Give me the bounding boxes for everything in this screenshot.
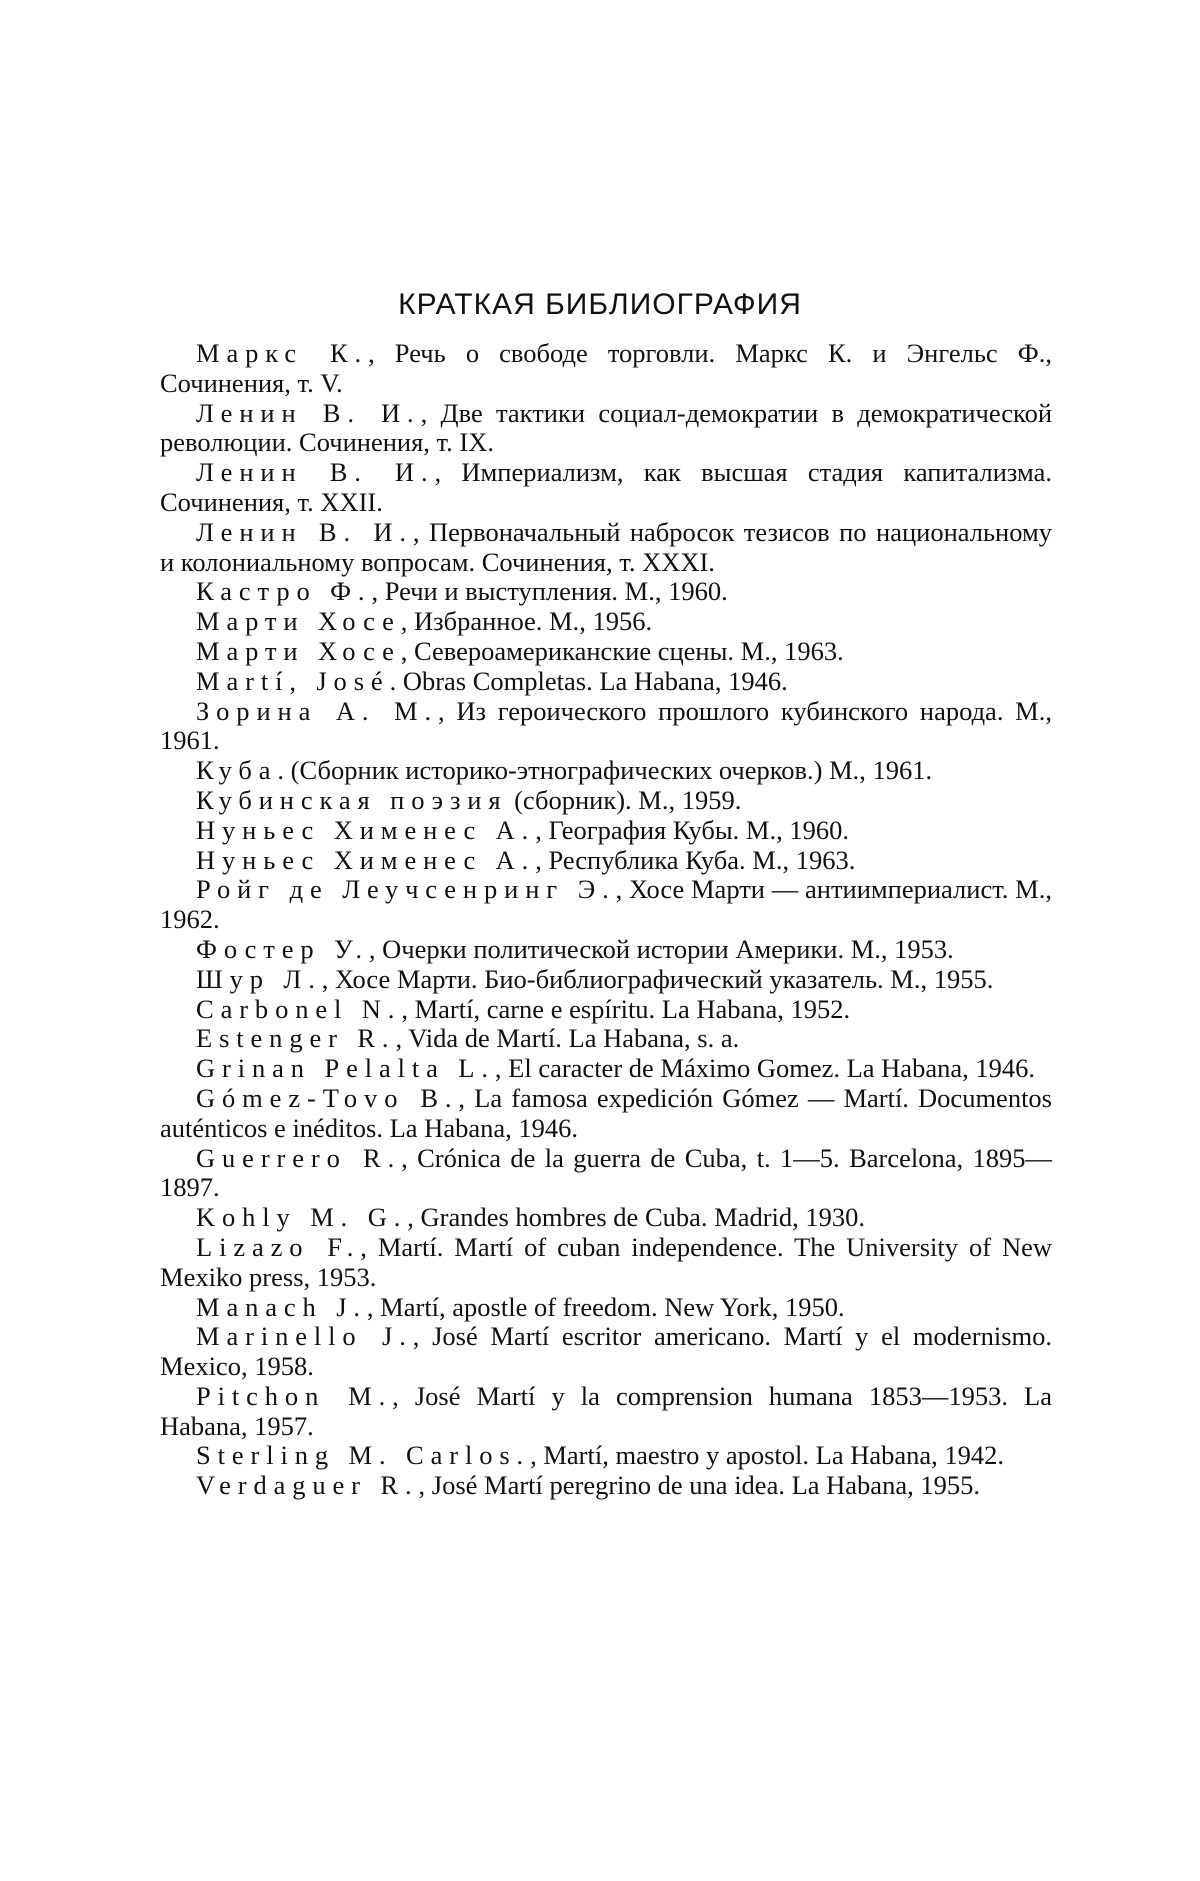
entry-author: Кастро Ф. [196, 576, 372, 607]
bibliography-entry [160, 875, 1052, 935]
entry-text: , Из героического прошлого кубинского народа. М., 1961. [160, 695, 1052, 756]
entry-text: , José Martí peregrino de una idea. La Habana, 1955. [418, 1470, 980, 1501]
entry-text: , Империализм, как высшая стадия капитализма. Сочинения, т. XXII. [160, 457, 1052, 517]
entry-text: , Crónica de la guerra de Cuba, t. 1—5. Barcelona, 1895—1897. [160, 1142, 1052, 1203]
entry-text: . Obras Completas. La Habana, 1946. [389, 665, 788, 696]
entry-author: Manach J. [196, 1291, 367, 1322]
entry-author: Фостер У. [196, 933, 369, 964]
entry-text: , Martí, carne e espíritu. La Habana, 1952. [401, 993, 851, 1024]
bibliography-entry [160, 518, 1052, 578]
bibliography-entry [160, 935, 1052, 965]
entry-author: Marinello J. [196, 1321, 413, 1352]
entry-text: , Хосе Марти. Био-библиографический указатель. М., 1955. [321, 963, 994, 994]
bibliography-entry [160, 1441, 1052, 1471]
bibliography-entry [160, 1322, 1052, 1382]
entry-text: , José Martí y la comprension humana 1853—1953. La Habana, 1957. [160, 1380, 1052, 1441]
entry-text: , Хосе Марти — антиимпериалист. М., 1962. [160, 874, 1052, 935]
bibliography-entry [160, 399, 1052, 459]
bibliography-entry [160, 697, 1052, 757]
entry-text: , Очерки политической истории Америки. М., 1953. [368, 933, 954, 964]
entry-author: Ленин В. И. [196, 397, 421, 428]
entry-text: . (Сборник историко-этнографических очерков.) М., 1961. [277, 755, 933, 786]
entry-author: Ленин В. И. [196, 457, 435, 488]
entry-author: Марти Хосе [196, 635, 401, 666]
bibliography-entry [160, 756, 1052, 786]
bibliography-entry [160, 1233, 1052, 1293]
bibliography-entry [160, 577, 1052, 607]
bibliography-entry [160, 1293, 1052, 1323]
entry-text: , Речи и выступления. М., 1960. [371, 576, 728, 607]
bibliography-entry [160, 607, 1052, 637]
bibliography-entry [160, 816, 1052, 846]
entry-text: , Martí, maestro y apostol. La Habana, 1942. [530, 1440, 1005, 1471]
entry-author: Ройг де Леучсенринг Э. [196, 874, 616, 905]
entry-author: Кубинская поэзия [196, 784, 508, 815]
entry-author: Pitchon M. [196, 1380, 393, 1411]
entry-author: Grinan Pelalta L. [196, 1053, 495, 1084]
entry-author: Estenger R. [196, 1023, 396, 1054]
entry-author: Нуньес Хименес А. [196, 814, 536, 845]
entry-text: , Две тактики социал-демократии в демократической революции. Сочинения, т. IX. [160, 397, 1053, 458]
entry-text: , José Martí escritor americano. Martí y el modernismo. Mexico, 1958. [160, 1321, 1052, 1382]
entry-text: , El caracter de Máximo Gomez. La Habana, 1946. [494, 1053, 1035, 1084]
entry-text: , Vida de Martí. La Habana, s. a. [395, 1023, 740, 1054]
entry-author: Guerrero R. [196, 1142, 402, 1173]
bibliography-entry [160, 339, 1052, 399]
bibliography-entry [160, 1203, 1052, 1233]
entry-text: , Martí, apostle of freedom. New York, 1950. [366, 1291, 845, 1322]
bibliography-entry [160, 667, 1052, 697]
entry-author: Martí, José [196, 665, 390, 696]
entry-author: Шур Л. [196, 963, 322, 994]
bibliography-entry [160, 458, 1052, 518]
bibliography-entry [160, 1382, 1052, 1442]
entry-author: Carbonel N. [196, 993, 402, 1024]
bibliography-entry [160, 786, 1052, 816]
bibliography-entry [160, 1024, 1052, 1054]
bibliography-entry [160, 637, 1052, 667]
page-title: КРАТКАЯ БИБЛИОГРАФИЯ [398, 288, 802, 321]
entry-author: Зорина А. М. [196, 695, 439, 726]
bibliography-entry [160, 1054, 1052, 1084]
entry-text: , Речь о свободе торговли. Маркс К. и Энгельс Ф., Сочинения, т. V. [160, 338, 1052, 398]
entry-author: Марти Хосе [196, 606, 401, 637]
entry-text: , La famosa expedición Gómez — Martí. Documentos auténticos e inéditos. La Habana, 1946. [160, 1082, 1052, 1143]
entry-text: , Первоначальный набросок тезисов по национальному и колониальному вопросам. Сочинения, т. XXXI. [160, 516, 1052, 577]
entry-text: (сборник). М., 1959. [507, 784, 742, 815]
bibliography-entry [160, 965, 1052, 995]
entry-author: Kohly M. G. [196, 1202, 408, 1233]
bibliography-entry [160, 995, 1052, 1025]
entry-text: , Grandes hombres de Cuba. Madrid, 1930. [407, 1202, 866, 1233]
entry-text: , География Кубы. М., 1960. [535, 814, 849, 845]
entry-text: , Североамериканские сцены. М., 1963. [400, 635, 844, 666]
entry-text: , Избранное. М., 1956. [400, 606, 653, 637]
bibliography-entry [160, 1084, 1052, 1144]
bibliography-entry [160, 1471, 1052, 1501]
entry-text: , Martí. Martí of cuban independence. The University of New Mexiko press, 1953. [160, 1231, 1052, 1292]
entry-author: Lizazo F. [196, 1231, 361, 1262]
bibliography-entry [160, 846, 1052, 876]
bibliography-entry [160, 1144, 1052, 1204]
entry-author: Gómez-Tovo B. [196, 1082, 459, 1113]
entry-author: Нуньес Хименес А. [196, 844, 536, 875]
bibliography-list [160, 339, 1052, 1501]
entry-author: Sterling M. Carlos. [196, 1440, 531, 1471]
entry-author: Verdaguer R. [196, 1470, 419, 1501]
entry-author: Ленин В. И. [196, 516, 413, 547]
entry-author: Куба [196, 755, 278, 786]
entry-author: Маркс К. [196, 338, 369, 368]
entry-text: , Республика Куба. М., 1963. [535, 844, 856, 875]
